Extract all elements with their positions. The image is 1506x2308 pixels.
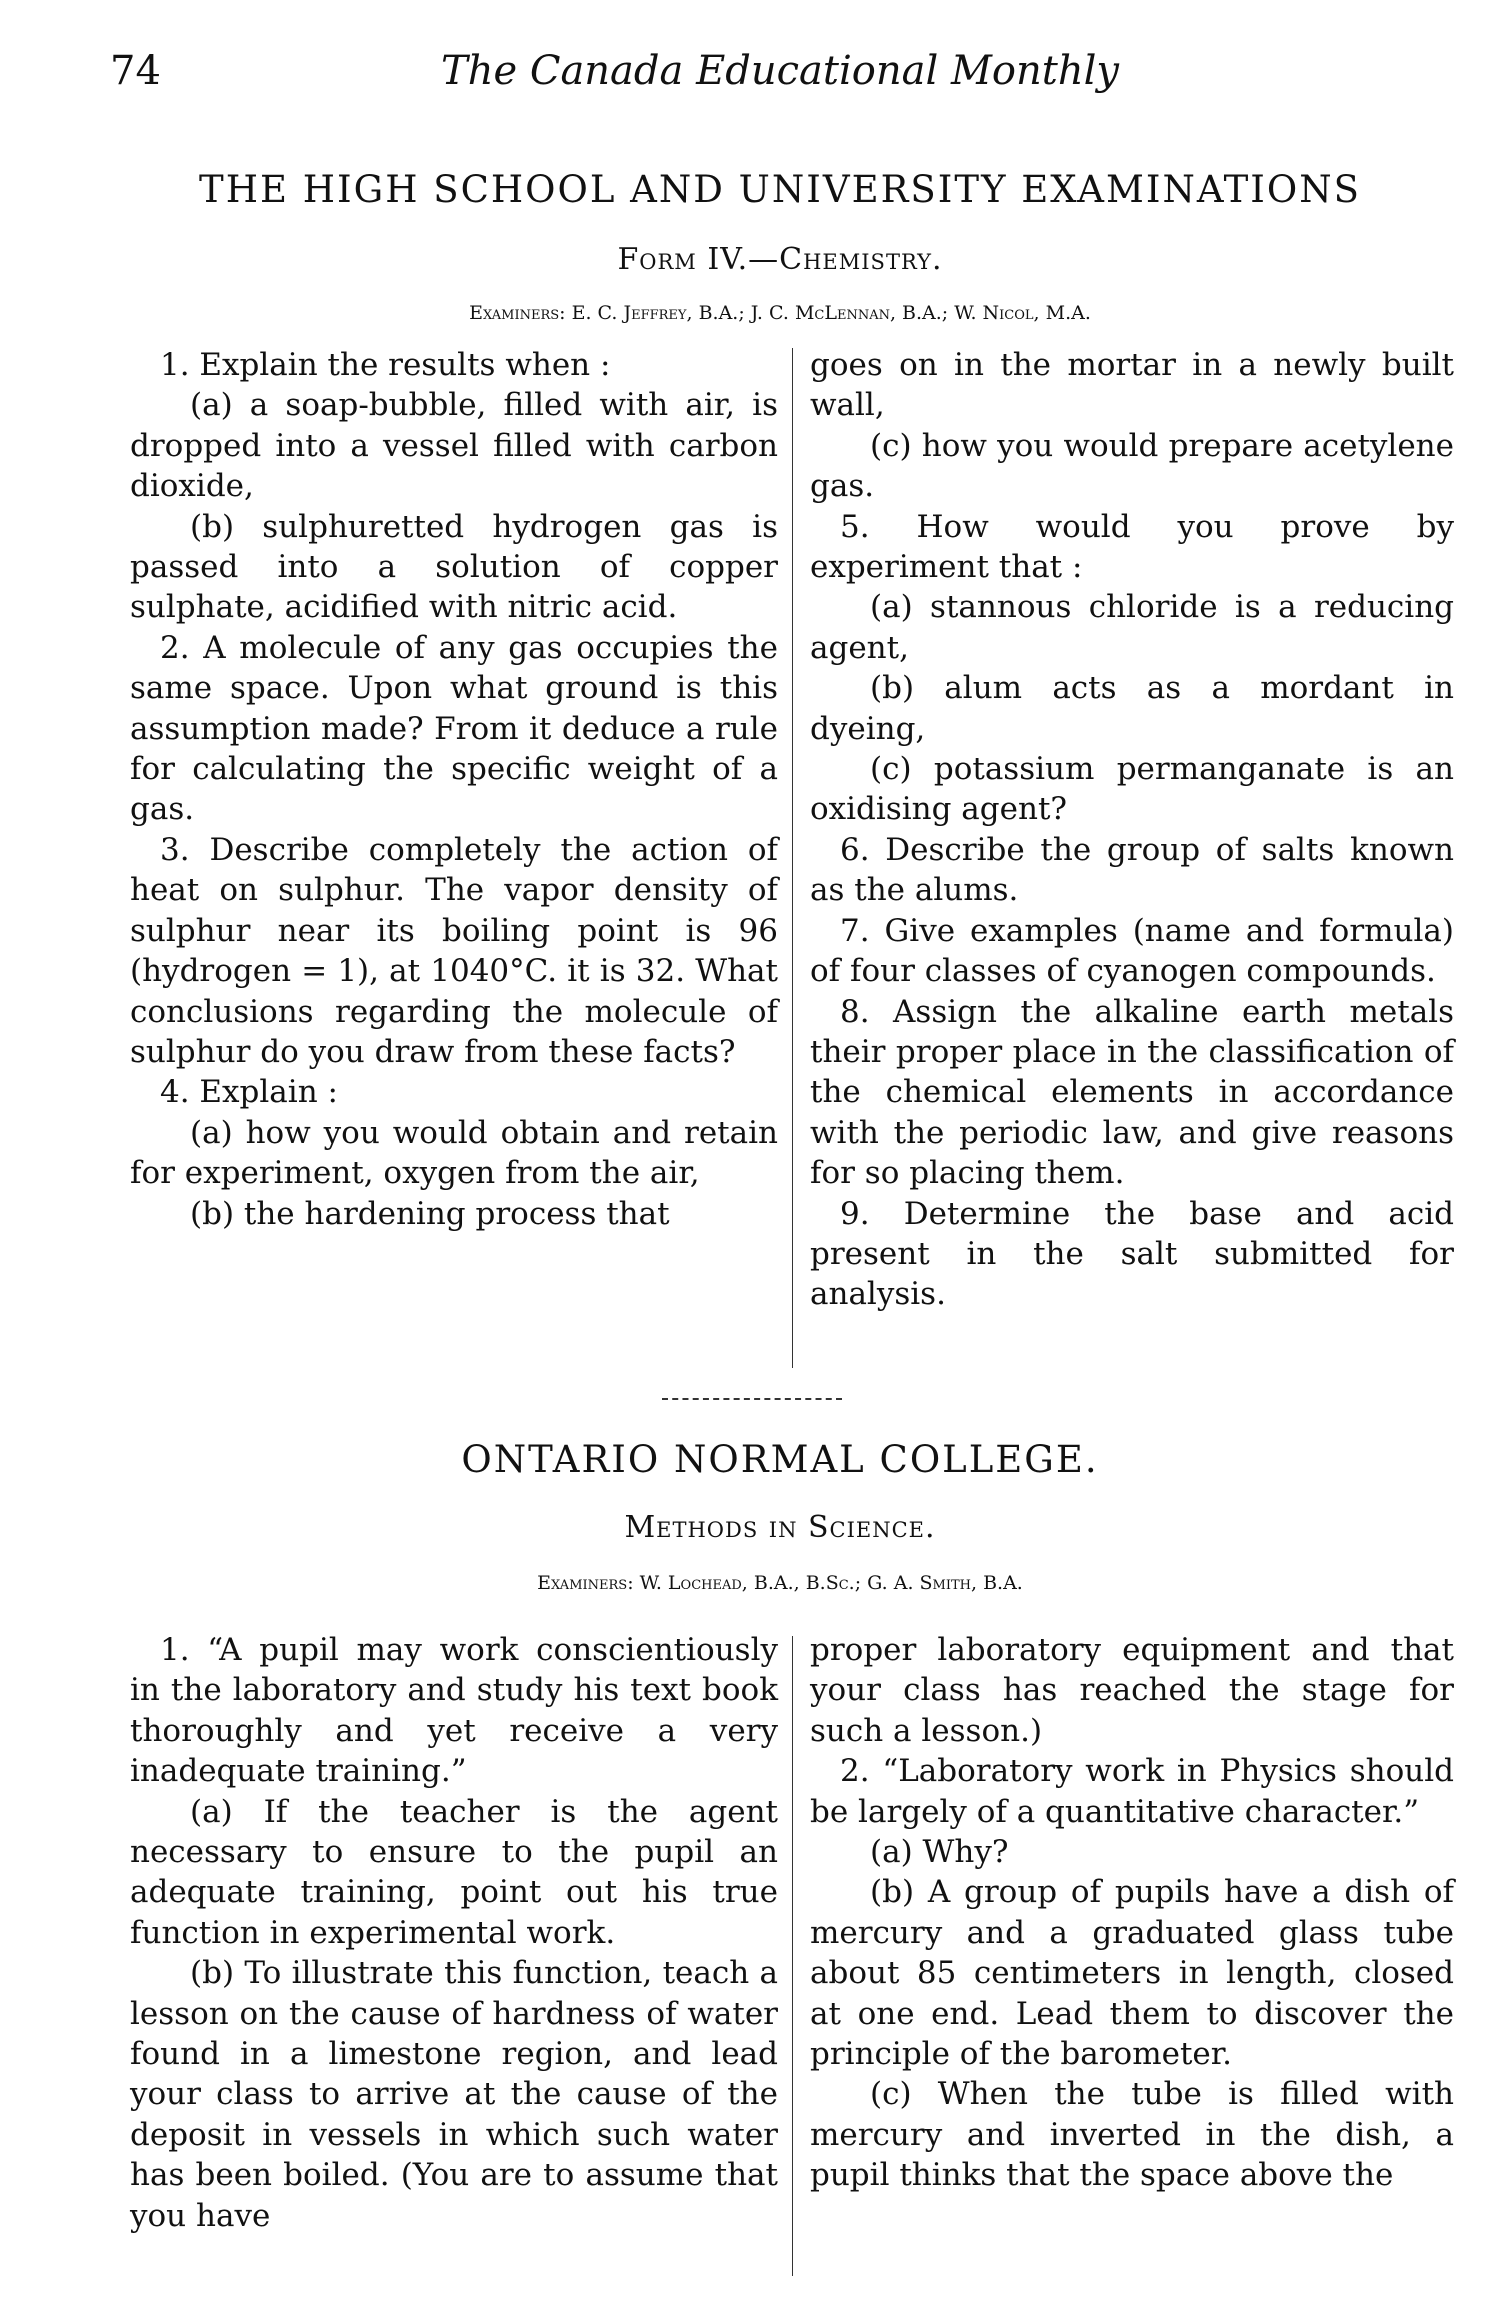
- question-paragraph: (b) alum acts as a mordant in dyeing,: [810, 670, 1454, 747]
- examiners-line: Examiners: E. C. Jeffrey, B.A.; J. C. McLennan, B.A.; W. Nicol, M.A.: [469, 302, 1091, 324]
- question-paragraph: (a) how you would obtain and retain for experiment, oxygen from the air,: [130, 1114, 778, 1192]
- left-column: [130, 345, 778, 1234]
- question-paragraph: 8. Assign the alkaline earth metals their proper place in the classification of the chemical elements in accordance with the periodic law, and give reasons for so placing them.: [810, 993, 1454, 1192]
- right-column: [810, 1630, 1454, 2196]
- section-title: THE HIGH SCHOOL AND UNIVERSITY EXAMINATIONS: [199, 168, 1361, 211]
- question-paragraph: 3. Describe completely the action of heat on sulphur. The vapor density of sulphur near its boiling point is 96 (hydrogen = 1), at 1040°C. it is 32. What conclusions regarding the molecule of sulphur do you draw from these facts?: [130, 831, 778, 1070]
- section-separator: [662, 1398, 842, 1400]
- question-paragraph: 2. A molecule of any gas occupies the same space. Upon what ground is this assumption made? From it deduce a rule for calculating the specific weight of a gas.: [130, 629, 778, 828]
- question-paragraph: (a) Why?: [870, 1834, 1009, 1871]
- question-paragraph: (a) a soap-bubble, filled with air, is dropped into a vessel filled with carbon dioxide,: [130, 387, 778, 505]
- question-paragraph: (b) the hardening process that: [190, 1195, 670, 1232]
- question-paragraph: goes on in the mortar in a newly built wall,: [810, 347, 1454, 424]
- question-paragraph: 1. Explain the results when :: [160, 347, 611, 383]
- section-subtitle: Form IV.—Chemistry.: [617, 242, 943, 277]
- question-paragraph: (a) stannous chloride is a reducing agent,: [810, 589, 1454, 666]
- right-column: [810, 345, 1454, 1315]
- question-paragraph: 1. “A pupil may work conscientiously in the laboratory and study his text book thoroughly and yet receive a very inadequate training.”: [130, 1632, 778, 1790]
- question-paragraph: 2. “Laboratory work in Physics should be largely of a quantitative character.”: [810, 1753, 1454, 1830]
- question-paragraph: 9. Determine the base and acid present in the salt submitted for analysis.: [810, 1195, 1454, 1313]
- question-paragraph: (b) To illustrate this function, teach a lesson on the cause of hardness of water found in a limestone region, and lead your class to arrive at the cause of the deposit in vessels in which such water has been boiled. (You are to assume that you have: [130, 1955, 778, 2234]
- section-subtitle: Methods in Science.: [624, 1510, 936, 1545]
- running-title: The Canada Educational Monthly: [441, 48, 1119, 94]
- question-paragraph: 6. Describe the group of salts known as the alums.: [810, 831, 1454, 909]
- question-paragraph: proper laboratory equipment and that your class has reached the stage for such a lesson.): [810, 1632, 1454, 1749]
- question-paragraph: (c) When the tube is filled with mercury and inverted in the dish, a pupil thinks that the space above the: [810, 2076, 1454, 2194]
- page-number: 74: [110, 48, 161, 94]
- examiners-line: Examiners: W. Lochead, B.A., B.Sc.; G. A. Smith, B.A.: [537, 1572, 1023, 1594]
- question-paragraph: (c) how you would prepare acetylene gas.: [810, 427, 1454, 505]
- section-title: ONTARIO NORMAL COLLEGE.: [461, 1438, 1099, 1481]
- left-column: [130, 1630, 778, 2236]
- question-paragraph: (c) potassium permanganate is an oxidising agent?: [810, 751, 1454, 828]
- question-paragraph: (b) sulphuretted hydrogen gas is passed into a solution of copper sulphate, acidified with nitric acid.: [130, 508, 778, 626]
- question-paragraph: 4. Explain :: [160, 1074, 338, 1111]
- running-head: [110, 48, 1450, 108]
- question-paragraph: 7. Give examples (name and formula) of four classes of cyanogen compounds.: [810, 912, 1454, 990]
- question-paragraph: 5. How would you prove by experiment that :: [810, 508, 1454, 586]
- column-rule: [792, 1636, 793, 2276]
- question-paragraph: (a) If the teacher is the agent necessary to ensure to the pupil an adequate training, point out his true function in experimental work.: [130, 1793, 778, 1951]
- column-rule: [792, 348, 793, 1368]
- question-paragraph: (b) A group of pupils have a dish of mercury and a graduated glass tube about 85 centimeters in length, closed at one end. Lead them to discover the principle of the barometer.: [810, 1874, 1454, 2073]
